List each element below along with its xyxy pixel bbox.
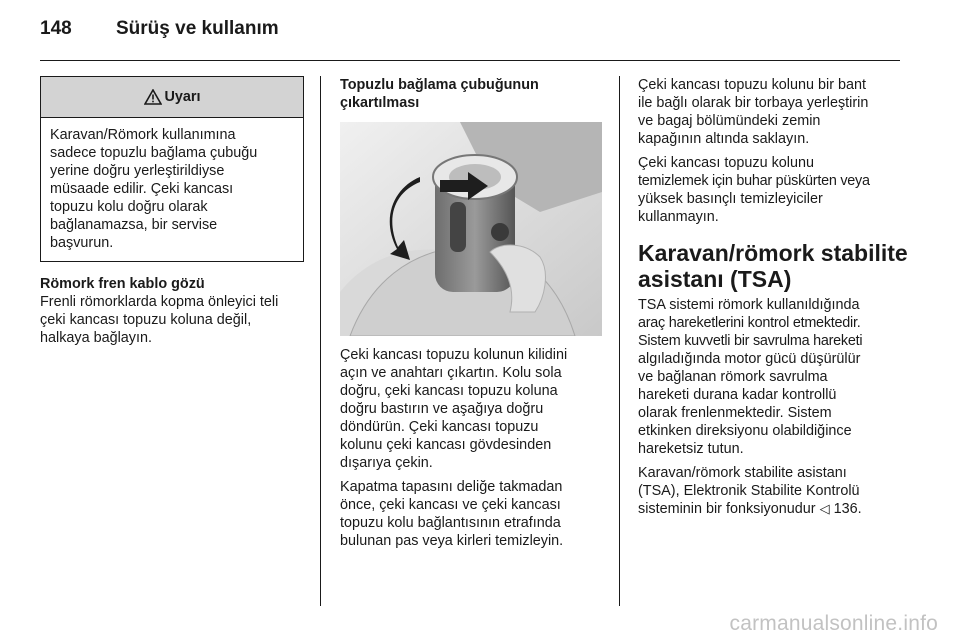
text-line: kolunu çeki kancası gövdesinden: [340, 437, 552, 453]
warning-title: Uyarı: [164, 89, 201, 105]
section-heading: Karavan/römork stabilite: [638, 240, 908, 266]
column-divider-left: [320, 76, 321, 606]
left-column: [40, 76, 305, 347]
text-line: [638, 500, 908, 518]
text-line: kapağının altında saklayın.: [638, 131, 810, 147]
text-line: çeki kancası topuzu koluna değil,: [40, 312, 252, 328]
page-reference-link[interactable]: 136.: [833, 501, 862, 517]
column-divider-right: [619, 76, 620, 606]
text-line: açın ve anahtarı çıkartın. Kolu sola: [340, 365, 562, 381]
text-line: Kapatma tapasını deliğe takmadan: [340, 479, 563, 495]
text-line: ve bağlanan römork savrulma: [638, 369, 828, 385]
text-line: önce, çeki kancası ve çeki kancası: [340, 497, 561, 513]
header-rule: [40, 60, 900, 61]
text-line: topuzu kolu doğru olarak: [50, 199, 208, 215]
text-line: hareketi durana kadar kontrollü: [638, 387, 837, 403]
right-column: [638, 76, 908, 518]
warning-triangle-icon: [144, 89, 162, 105]
text-line: etkinken direksiyonu olabildiğince: [638, 423, 852, 439]
text-line: hareketsiz tutun.: [638, 441, 744, 457]
text-line: başvurun.: [50, 235, 114, 251]
text-line: TSA sistemi römork kullanıldığında: [638, 297, 860, 313]
tow-bar-removal-photo: [340, 122, 602, 336]
warning-box: [40, 76, 304, 262]
text-line: yüksek basınçlı temizleyiciler: [638, 191, 823, 207]
page-title: Sürüş ve kullanım: [116, 18, 279, 39]
text-line: bağlanamazsa, bir servise: [50, 217, 218, 233]
text-line: temizlemek için buhar püskürten veya: [638, 173, 870, 189]
section-subheading: çıkartılması: [340, 95, 420, 111]
text-line: müsaade edilir. Çeki kancası: [50, 181, 234, 197]
text-line: ile bağlı olarak bir torbaya yerleştirin: [638, 95, 869, 111]
text-line: dışarıya çekin.: [340, 455, 433, 471]
page-header: [40, 0, 900, 60]
text-line: olarak frenlenmektedir. Sistem: [638, 405, 832, 421]
text-line: ve bagaj bölümündeki zemin: [638, 113, 821, 129]
section-heading: asistanı (TSA): [638, 266, 792, 292]
text-line: Çeki kancası topuzu kolunu bir bant: [638, 77, 866, 93]
text-line: bulunan pas veya kirleri temizleyin.: [340, 533, 564, 549]
text-segment: sisteminin bir fonksiyonudur: [638, 501, 816, 517]
section-subheading: Römork fren kablo gözü: [40, 276, 205, 292]
text-line: Çeki kancası topuzu kolunun kilidini: [340, 347, 568, 363]
text-line: Karavan/römork stabilite asistanı: [638, 465, 847, 481]
text-line: doğru, çeki kancası topuzu koluna: [340, 383, 558, 399]
warning-header: [41, 77, 303, 118]
middle-column: [340, 76, 610, 550]
text-line: Karavan/Römork kullanımına: [50, 127, 236, 143]
text-line: Frenli römorklarda kopma önleyici teli: [40, 294, 279, 310]
text-line: (TSA), Elektronik Stabilite Kontrolü: [638, 483, 860, 499]
warning-body: [41, 118, 303, 261]
text-line: halkaya bağlayın.: [40, 330, 153, 346]
text-line: sadece topuzlu bağlama çubuğu: [50, 145, 258, 161]
text-line: Sistem kuvvetli bir savrulma hareketi: [638, 333, 863, 349]
text-line: doğru bastırın ve aşağıya doğru: [340, 401, 544, 417]
text-line: araç hareketlerini kontrol etmektedir.: [638, 315, 861, 331]
page-reference-arrow-icon: ◁: [819, 501, 830, 516]
page-number: 148: [40, 18, 72, 39]
text-line: algıladığında motor gücü düşürülür: [638, 351, 861, 367]
text-line: döndürün. Çeki kancası topuzu: [340, 419, 539, 435]
text-line: yerine doğru yerleştirildiyse: [50, 163, 225, 179]
text-line: topuzu kolu bağlantısının etrafında: [340, 515, 561, 531]
text-line: Çeki kancası topuzu kolunu: [638, 155, 814, 171]
section-subheading: Topuzlu bağlama çubuğunun: [340, 77, 539, 93]
text-line: kullanmayın.: [638, 209, 719, 225]
watermark: carmanualsonline.info: [729, 612, 938, 635]
